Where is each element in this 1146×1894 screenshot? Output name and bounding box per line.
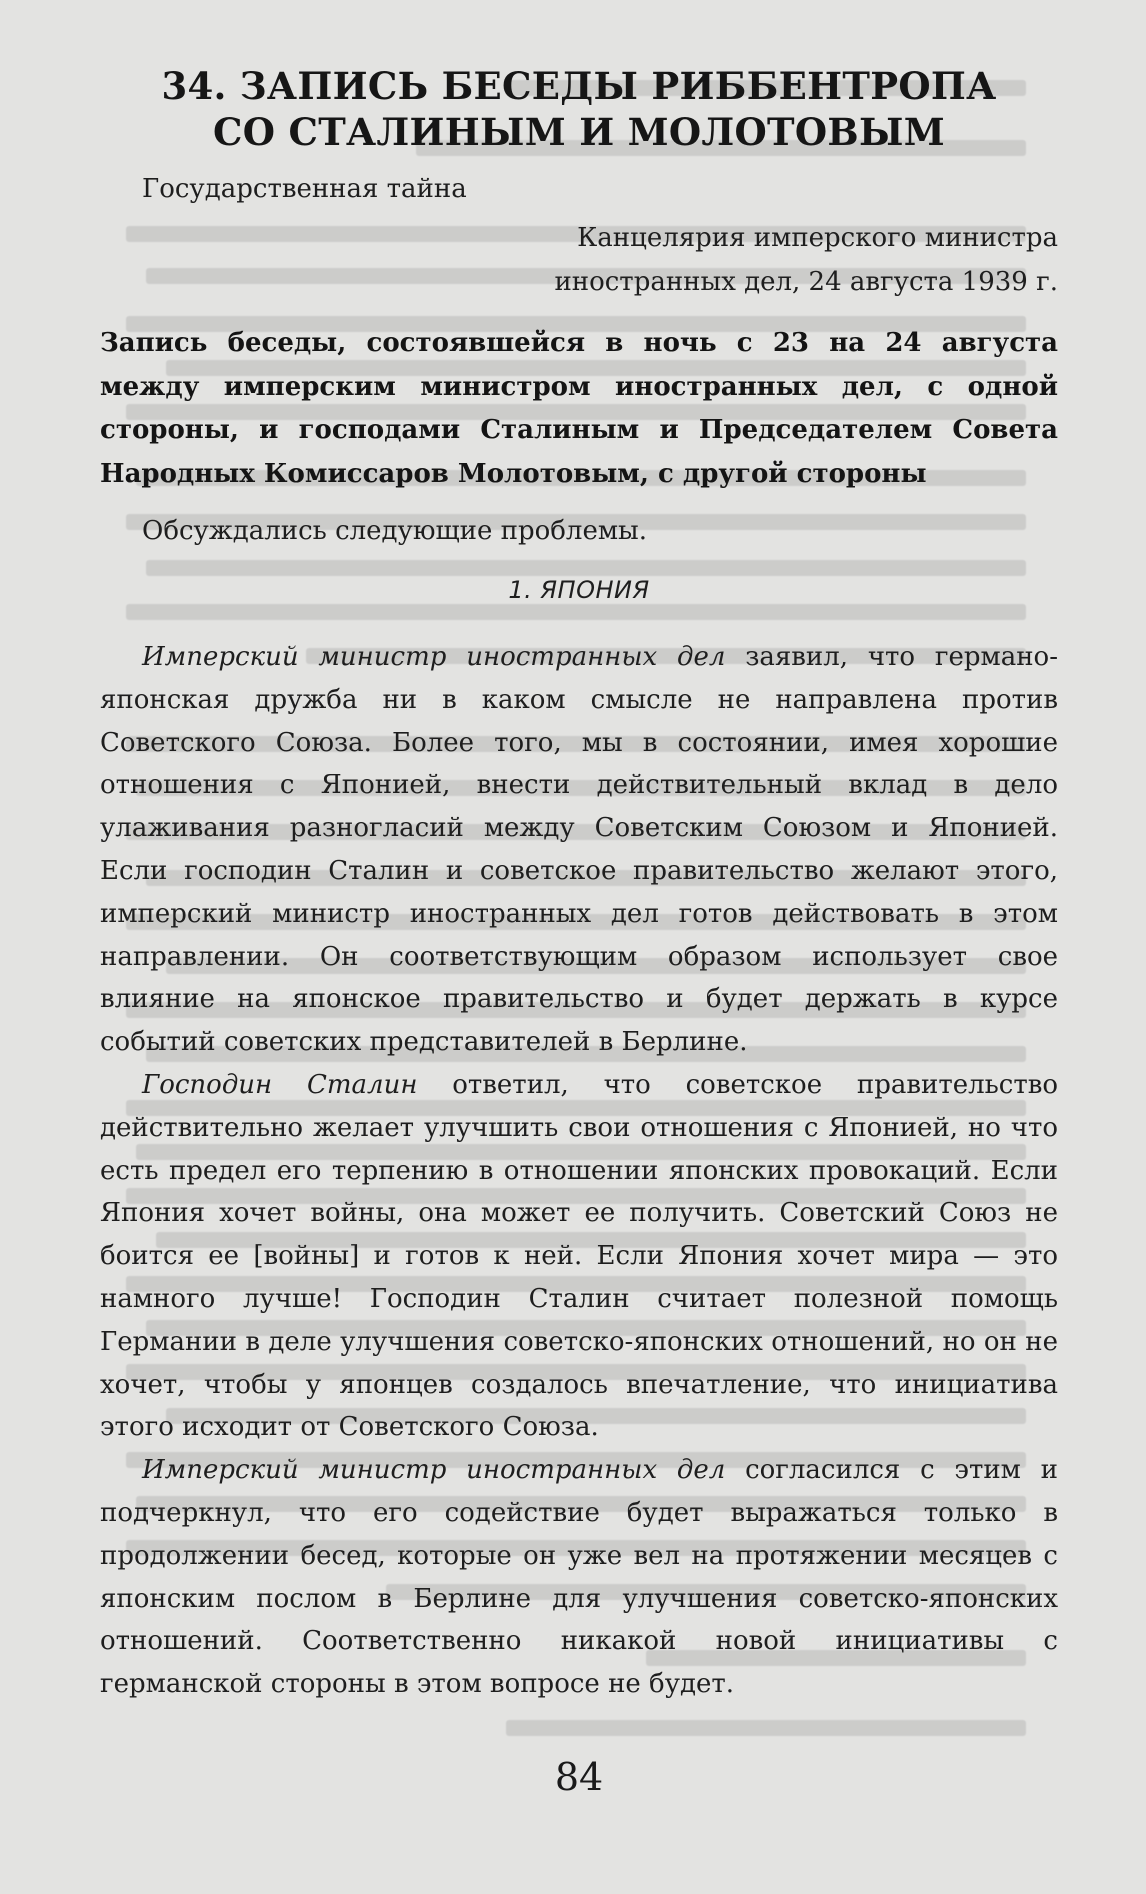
paragraph-2-speaker: Господин Сталин [142, 1069, 418, 1100]
paragraph-2 [100, 1064, 1058, 1449]
paragraph-1 [100, 636, 1058, 1064]
paragraph-3-speaker: Имперский министр иностранных дел [142, 1455, 726, 1486]
intro-line: Обсуждались следующие проблемы. [142, 516, 648, 546]
paragraph-3 [100, 1449, 1058, 1706]
origin-line-1: Канцелярия имперского министра [577, 223, 1058, 253]
document-origin [438, 216, 1058, 304]
paragraph-1-text: заявил, что германо-японская дружба ни в каком смысле не направлена против Советского Союза. Более того, мы в состоянии, имея хорошие отношения с Японией, внести действительный вклад в дело улаживания разногласий между Советским Союзом и Японией. Если господин Сталин и советское правительство желают этого, имперский министр иностранных дел готов действовать в этом направлении. Он соответствующим образом использует свое влияние на японское правительство и будет держать в курсе событий советских представителей в Берлине. [100, 642, 1058, 1058]
paragraph-1-speaker: Имперский министр иностранных дел [142, 642, 726, 672]
paragraph-3-text: согласился с этим и подчеркнул, что его содействие будет выражаться только в продолжении бесед, которые он уже вел на протяжении месяцев с японским послом в Берлине для улучшения советско-японских отношений. Соответственно никакой новой инициативы с германской стороны в этом вопросе не будет. [100, 1455, 1058, 1700]
classification-label: Государственная тайна [142, 174, 467, 204]
origin-line-2: иностранных дел, 24 августа 1939 г. [554, 267, 1058, 297]
document-title-line-2: СО СТАЛИНЫМ И МОЛОТОВЫМ [213, 110, 945, 154]
paragraph-2-text: ответил, что советское правительство действительно желает улучшить свои отношения с Японией, но что есть предел его терпению в отношении японских провокаций. Если Япония хочет войны, она может ее получить. Советский Союз не боится ее [войны] и готов к ней. Если Япония хочет мира — это намного лучше! Господин Сталин считает полезной помощь Германии в деле улучшения советско-японских отношений, но он не хочет, чтобы у японцев создалось впечатление, что инициатива этого исходит от Советского Союза. [100, 1069, 1059, 1443]
body-text [100, 636, 1058, 1706]
section-heading: 1. ЯПОНИЯ [508, 576, 650, 604]
document-title-line-1: 34. ЗАПИСЬ БЕСЕДЫ РИББЕНТРОПА [161, 64, 997, 108]
page-number: 84 [554, 1755, 604, 1799]
document-summary: Запись беседы, состоявшейся в ночь с 23 на 24 августа между имперским министром иностранных дел, с одной стороны, и господами Сталиным и Председателем Совета Народных Комиссаров Молотовым, с другой стороны [100, 328, 1058, 489]
